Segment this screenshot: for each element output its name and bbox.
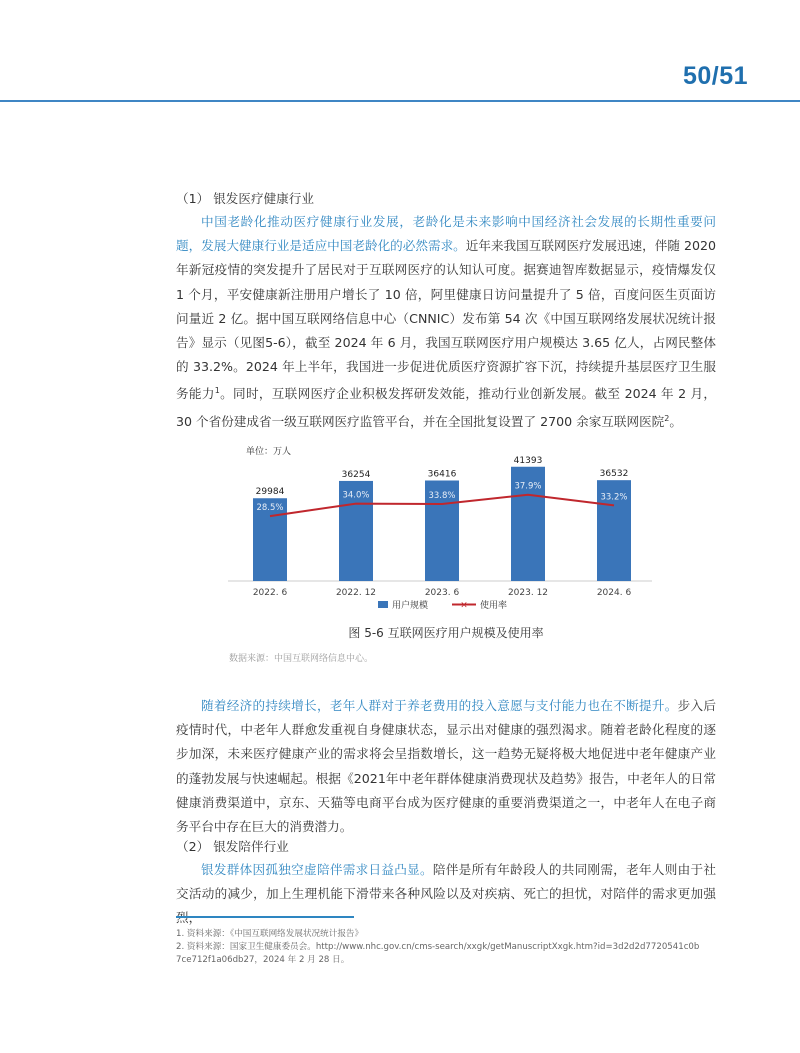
section-medical: [176, 188, 716, 434]
section-body-medical: [176, 210, 716, 434]
figure-caption: 图 5-6 互联网医疗用户规模及使用率: [348, 626, 544, 640]
bar-value-label: 36254: [341, 469, 371, 480]
legend-label-rate: 使用率: [480, 601, 508, 611]
body-companion: 陪伴是所有年龄段人的共同刚需，老年人则由于社交活动的减少，加上生理机能下滑带来各种风险以及对疾病、死亡的担忧，对陪伴的需求更加强: [176, 862, 717, 902]
chart-internet-medical: [220, 438, 660, 618]
x-tick-label: 2023. 12: [507, 588, 549, 598]
section-body-companion: [176, 858, 716, 931]
x-tick-label: 2023. 6: [424, 588, 460, 598]
bar-value-label: 36532: [599, 469, 629, 480]
page-number: 50/51: [682, 62, 748, 90]
bar-value-label: 29984: [255, 487, 285, 498]
section-body-consumption: [176, 694, 716, 839]
section-consumption: [176, 694, 716, 839]
section-heading-companion: （2） 银发陪伴行业: [176, 839, 289, 854]
header-rule: [0, 100, 800, 102]
body-medical-a: 近年来我国互联网医疗发展迅速，伴随 2020 年新冠疫情的突发提升了居民对于互联网医疗的认知认可度。据赛迪智库数据显示，疫情爆发仅 1 个月，平安健康新注册用户增长了 10 倍，阿里健康日访问量提升了 5 倍，百度问医生页面访问量近 2 亿。据中国互联网络信息中心（CNNIC）发布第 54 次《中国互联网络发展状况统计报告》显示（见图5-6），截至 2024 年 6 月，我国互联网医疗用户规模达 3.65 亿人，占网民整体的 33.2%。2024 年上半年，我国进一步促进优质医疗资源扩容下沉，持续提升基层医疗卫生服务能力: [176, 238, 716, 402]
chart-legend: [378, 599, 507, 611]
x-tick-label: 2022. 12: [335, 588, 377, 598]
body-medical-b: 。同时，互联网医疗企业积极发挥研发效能，推动行业创新发展。截至 2024 年 2 月，30 个省份建成省一级互联网医疗监管平台，并在全国批复设置了 2700 余家互联网医院: [176, 386, 717, 429]
highlight-consumption: 随着经济的持续增长，老年人群对于养老费用的投入意愿与支付能力也在不断提升。: [201, 698, 678, 713]
rate-value-label: 33.2%: [600, 492, 628, 503]
highlight-companion: 银发群体因孤独空虚陪伴需求日益凸显。: [201, 862, 433, 877]
rate-value-label: 28.5%: [256, 503, 284, 514]
rate-value-label: 33.8%: [428, 491, 456, 502]
legend-label-users: 用户规模: [392, 601, 429, 611]
section-heading-medical: （1） 银发医疗健康行业: [176, 191, 314, 206]
rate-value-label: 37.9%: [514, 481, 542, 492]
x-tick-label: 2024. 6: [596, 588, 632, 598]
bar-value-label: 41393: [513, 455, 543, 466]
legend-swatch-users: [378, 601, 388, 608]
bar-value-label: 36416: [427, 469, 457, 480]
chart-svg: [220, 438, 660, 618]
footnote-1: 1. 资料来源：《中国互联网络发展状况统计报告》: [176, 929, 364, 939]
x-tick-label: 2022. 6: [252, 588, 288, 598]
footnotes: [176, 928, 736, 968]
body-consumption: 步入后疫情时代，中老年人群愈发重视自身健康状态，显示出对健康的强烈渴求。随着老龄化程度的逐步加深，未来医疗健康产业的需求将会呈指数增长，这一趋势无疑将极大地促进中老年健康产业的蓬勃发展与快速崛起。根据《2021年中老年群体健康消费现状及趋势》报告，中老年人的日常健康消费渠道中，京东、天猫等电商平台成为医疗健康的重要消费渠道之一，中老年人在电子商务平台中存在巨大的消费潜力。: [176, 698, 717, 835]
chart-unit-label: 单位：万人: [246, 447, 292, 457]
footnote-ref-1[interactable]: 1: [214, 386, 220, 396]
rate-value-label: 34.0%: [342, 490, 370, 501]
body-medical-c: 。: [669, 414, 682, 429]
footnote-2-line2: 7ce712f1a06db27，2024 年 2 月 28 日。: [176, 955, 350, 966]
legend-marker-icon: ×: [460, 600, 468, 611]
footnote-ref-2[interactable]: 2: [664, 413, 670, 423]
highlight-medical: 中国老龄化推动医疗健康行业发展，老龄化是未来影响中国经济社会发展的长期性重要问题，发展大健康行业是适应中国老龄化的必然需求。: [176, 214, 716, 254]
figure-source: 数据来源：中国互联网络信息中心。: [229, 654, 374, 664]
footnote-2-line1[interactable]: 2. 资料来源：国家卫生健康委员会。http://www.nhc.gov.cn/cms-search/xxgk/getManuscriptXxgk.htm?id=3d2d2d7720541c0b: [176, 942, 700, 953]
footnote-rule: [176, 916, 354, 918]
